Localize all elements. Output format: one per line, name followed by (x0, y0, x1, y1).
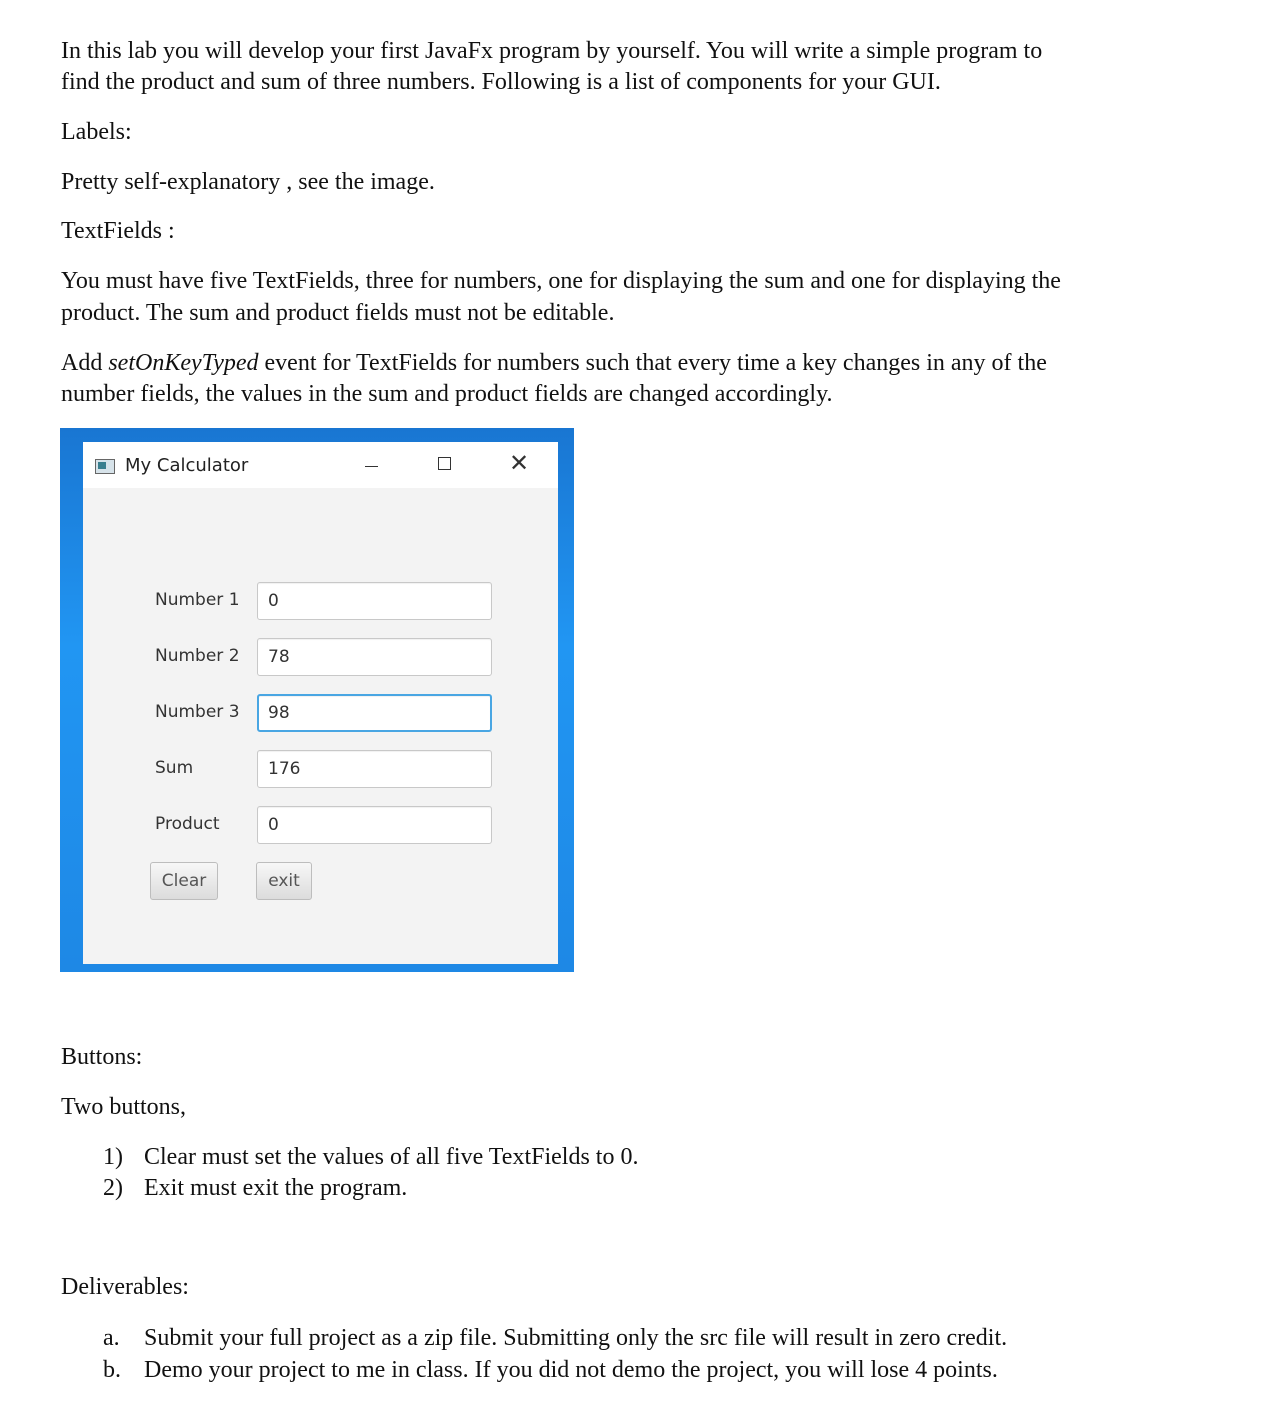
event-para-line-2: number fields, the values in the sum and product fields are changed accordingly. (61, 381, 833, 407)
deliverables-marker-b: b. (103, 1357, 121, 1383)
event-prefix: Add (61, 350, 109, 376)
clear-button[interactable]: Clear (150, 862, 218, 900)
minimize-icon[interactable] (351, 452, 391, 478)
number-1-field[interactable]: 0 (257, 582, 492, 620)
number-2-field[interactable]: 78 (257, 638, 492, 676)
calculator-screenshot (60, 428, 574, 972)
app-icon (95, 459, 115, 474)
number-1-label: Number 1 (155, 590, 240, 610)
intro-line-2: find the product and sum of three numbers. Following is a list of components for your GUI. (61, 69, 941, 95)
number-3-label: Number 3 (155, 702, 240, 722)
deliverables-item-b: Demo your project to me in class. If you did not demo the project, you will lose 4 points. (144, 1357, 998, 1383)
product-label: Product (155, 814, 220, 834)
product-field[interactable]: 0 (257, 806, 492, 844)
buttons-list-marker-1: 1) (103, 1144, 123, 1170)
buttons-list-marker-2: 2) (103, 1175, 123, 1201)
textfields-para-line-1: You must have five TextFields, three for numbers, one for displaying the sum and one for displaying the (61, 268, 1061, 294)
deliverables-heading: Deliverables: (61, 1274, 189, 1300)
close-icon[interactable]: ✕ (508, 449, 530, 477)
buttons-heading: Buttons: (61, 1044, 143, 1070)
exit-button[interactable]: exit (256, 862, 312, 900)
deliverables-item-a: Submit your full project as a zip file. Submitting only the src file will result in zero credit. (144, 1325, 1008, 1351)
event-line1-rest: event for TextFields for numbers such that every time a key changes in any of the (258, 350, 1047, 376)
window-title: My Calculator (125, 455, 249, 476)
sum-field[interactable]: 176 (257, 750, 492, 788)
deliverables-marker-a: a. (103, 1325, 120, 1351)
buttons-list-item-1: Clear must set the values of all five TextFields to 0. (144, 1144, 639, 1170)
sum-label: Sum (155, 758, 194, 778)
window-titlebar (83, 442, 558, 488)
number-3-field[interactable]: 98 (257, 694, 492, 732)
textfields-para-line-2: product. The sum and product fields must not be editable. (61, 300, 615, 326)
event-para-line-1 (61, 348, 1047, 379)
buttons-intro: Two buttons, (61, 1094, 186, 1120)
event-method-name: setOnKeyTyped (108, 350, 259, 376)
intro-line-1: In this lab you will develop your first JavaFx program by yourself. You will write a simple program to (61, 38, 1043, 64)
buttons-list-item-2: Exit must exit the program. (144, 1175, 408, 1201)
textfields-heading: TextFields : (61, 218, 175, 244)
number-2-label: Number 2 (155, 646, 240, 666)
maximize-icon[interactable] (425, 452, 465, 478)
calculator-window (83, 442, 558, 964)
labels-heading: Labels: (61, 119, 132, 145)
labels-text: Pretty self-explanatory , see the image. (61, 169, 435, 195)
